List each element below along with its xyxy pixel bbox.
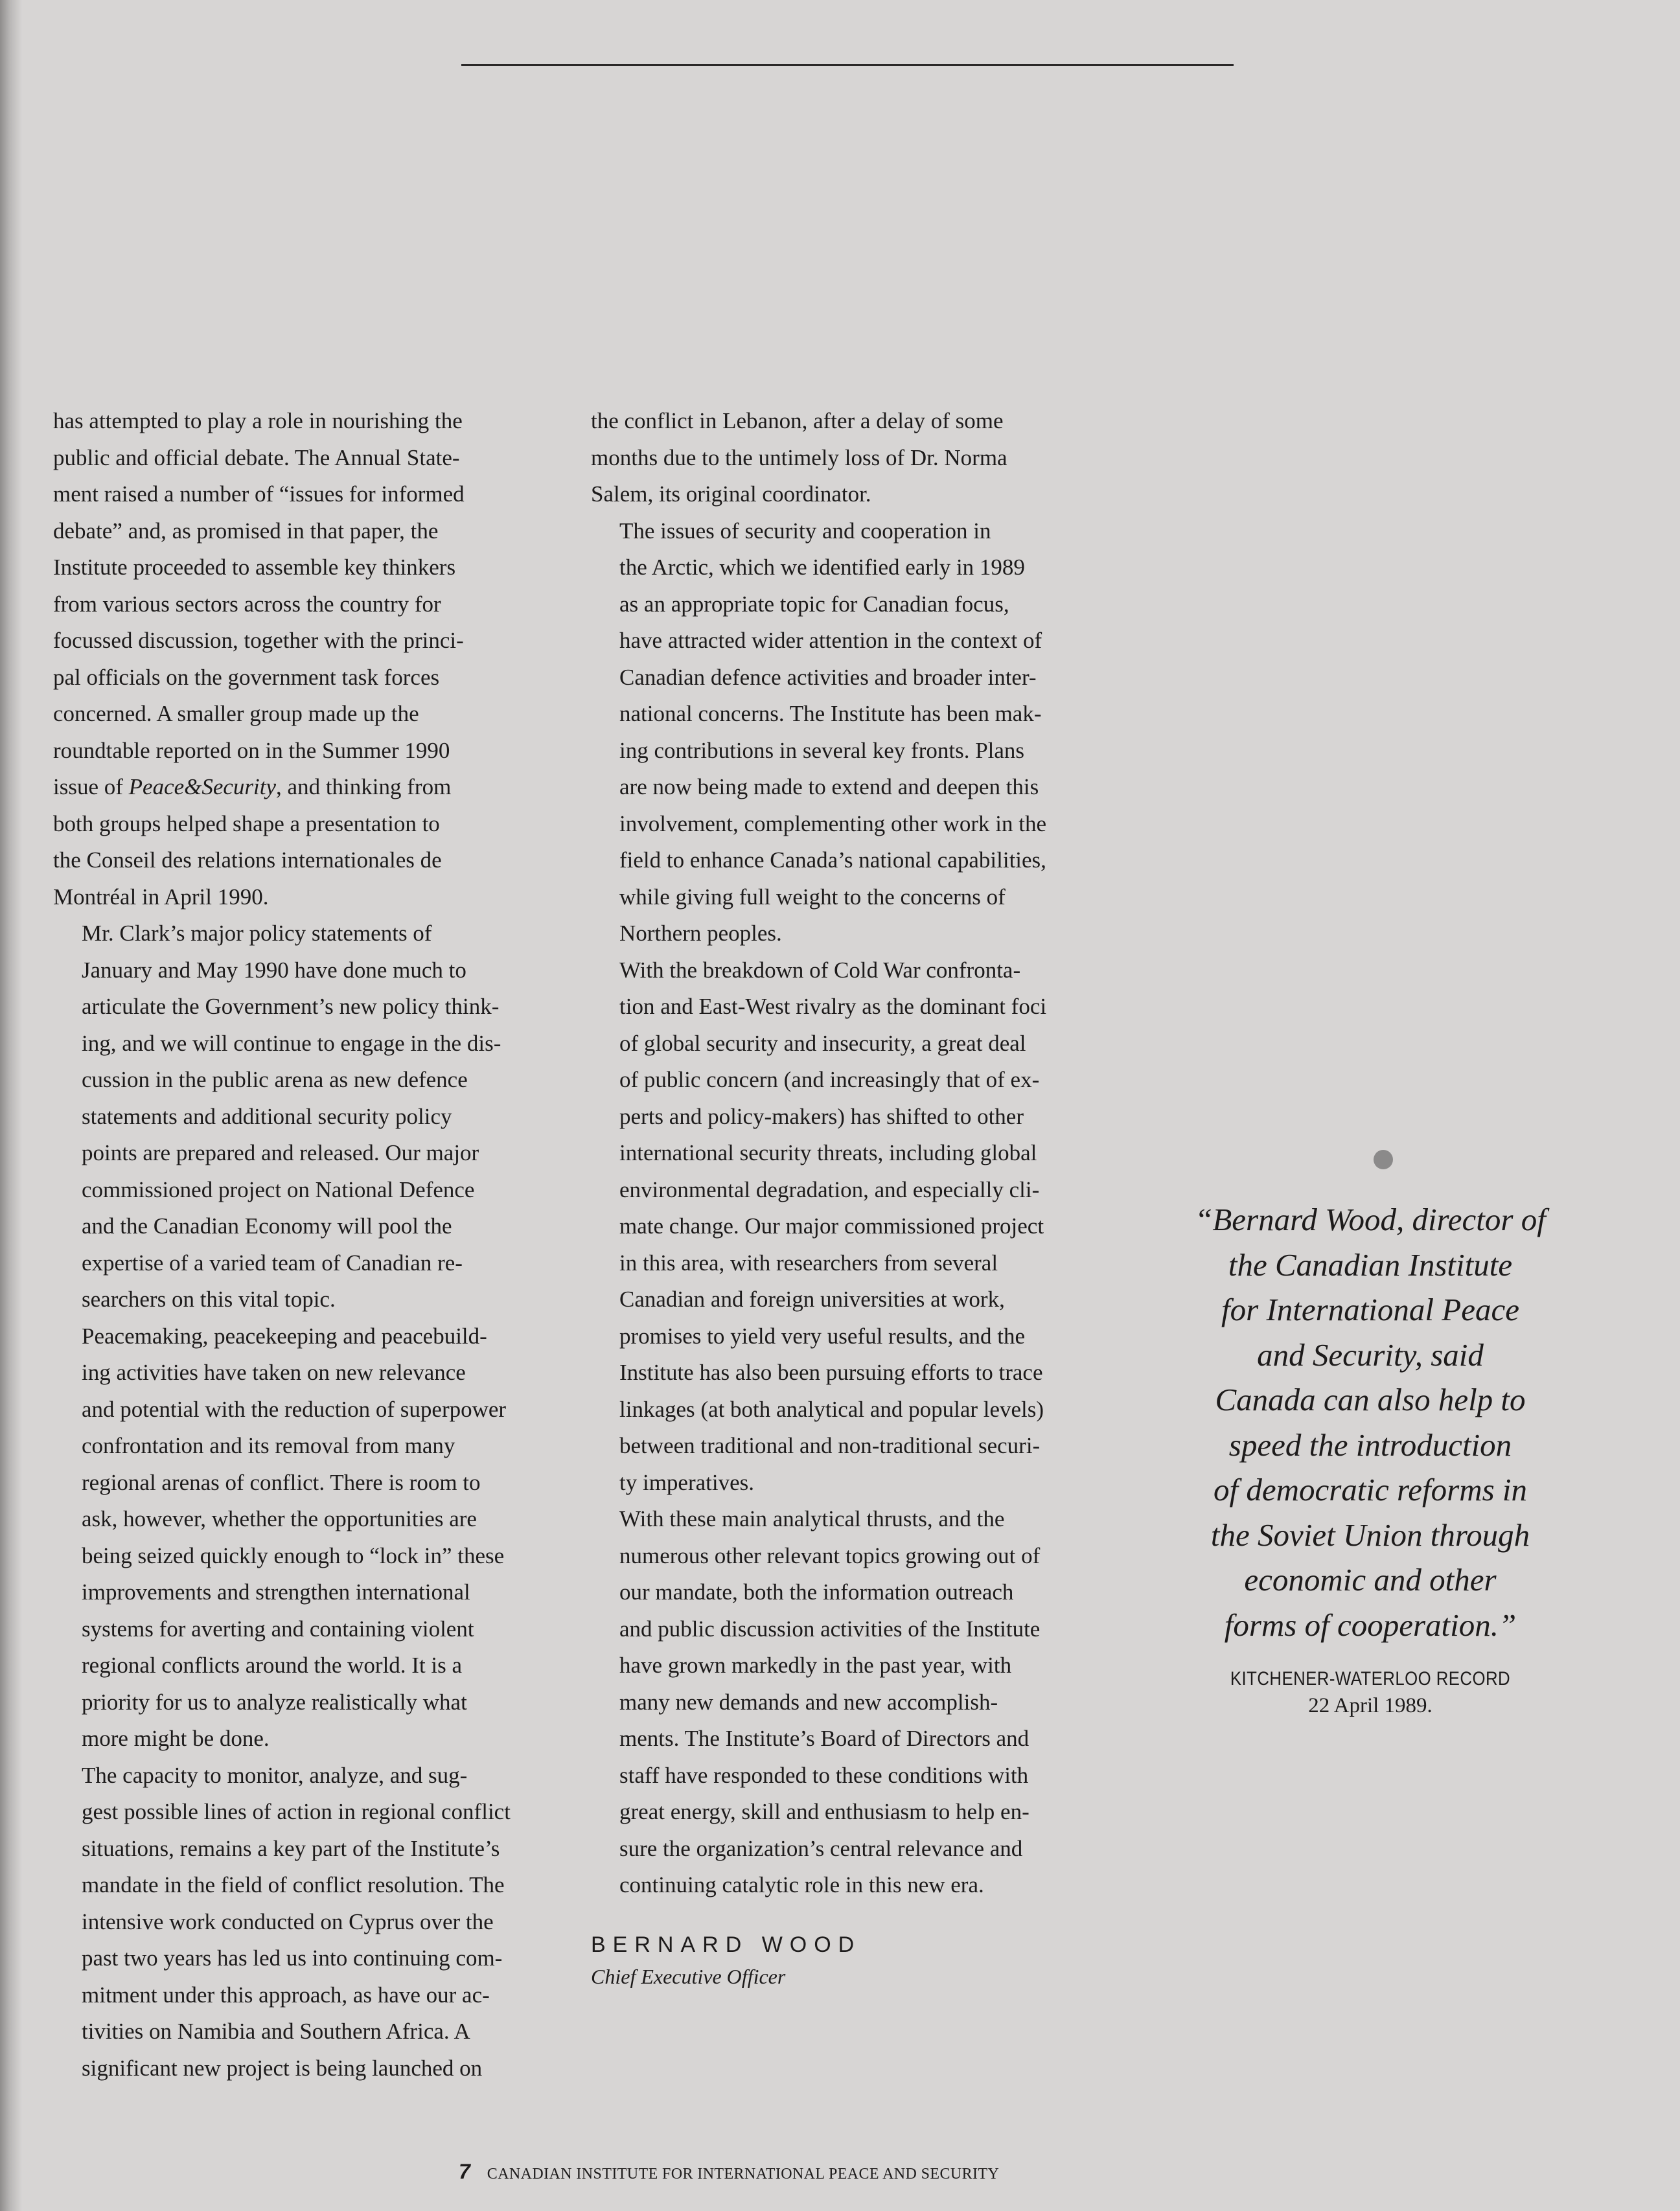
left-column xyxy=(53,403,565,2087)
text-line: improvements and strengthen international xyxy=(82,1579,470,1605)
text-line: of global security and insecurity, a great deal xyxy=(619,1030,1026,1056)
text-line: perts and policy-makers) has shifted to other xyxy=(619,1103,1024,1129)
quote-line: speed the introduction xyxy=(1228,1426,1512,1463)
page-number: 7 xyxy=(459,2160,470,2183)
paragraph xyxy=(53,915,565,1318)
page-footer xyxy=(459,2160,1236,2184)
text-line: Institute has also been pursuing efforts to trace xyxy=(619,1360,1043,1385)
text-line: concerned. A smaller group made up the xyxy=(53,701,419,726)
paragraph xyxy=(591,403,1103,513)
quote-line: the Soviet Union through xyxy=(1210,1517,1530,1553)
text-line: gest possible lines of action in regional conflict xyxy=(82,1799,511,1824)
text-line: are now being made to extend and deepen this xyxy=(619,774,1039,799)
quote-source: KITCHENER-WATERLOO RECORD xyxy=(1230,1668,1511,1690)
text-line: Salem, its original coordinator. xyxy=(591,481,871,507)
text-line: ment raised a number of “issues for informed xyxy=(53,481,465,507)
text-line: situations, remains a key part of the Institute’s xyxy=(82,1835,500,1861)
publication-title: Peace&Security xyxy=(128,774,277,799)
text-line: sure the organization’s central relevance and xyxy=(619,1835,1023,1861)
text-line: roundtable reported on in the Summer 1990 xyxy=(53,737,450,763)
text-line: Canadian defence activities and broader inter- xyxy=(619,664,1037,690)
text-line: field to enhance Canada’s national capabilities, xyxy=(619,847,1046,873)
text-line: environmental degradation, and especially cli- xyxy=(619,1176,1040,1202)
text-line: systems for averting and containing violent xyxy=(82,1616,474,1642)
text-line: many new demands and new accomplish- xyxy=(619,1689,998,1715)
text-line: tivities on Namibia and Southern Africa. A xyxy=(82,2019,470,2044)
text-line: tion and East-West rivalry as the dominant foci xyxy=(619,994,1047,1019)
text-line: pal officials on the government task forces xyxy=(53,664,440,690)
text-line: national concerns. The Institute has been mak- xyxy=(619,701,1042,726)
text-line: staff have responded to these conditions with xyxy=(619,1762,1029,1788)
text-line: promises to yield very useful results, and the xyxy=(619,1323,1025,1349)
text-line: points are prepared and released. Our major xyxy=(82,1140,479,1165)
text-line: ty imperatives. xyxy=(619,1469,755,1495)
paragraph xyxy=(53,403,565,915)
text-line: Peacemaking, peacekeeping and peacebuild- xyxy=(82,1323,487,1349)
quote-line: and Security, said xyxy=(1257,1336,1484,1373)
quote-attribution xyxy=(1153,1666,1587,1719)
quote-line: for International Peace xyxy=(1221,1292,1519,1327)
text-line: statements and additional security policy xyxy=(82,1103,452,1129)
text-line: the Conseil des relations internationales de xyxy=(53,847,442,873)
text-line: ing contributions in several key fronts. Plans xyxy=(619,737,1025,763)
footer-text: CANADIAN INSTITUTE FOR INTERNATIONAL PEACE AND SECURITY xyxy=(487,2166,1000,2182)
text-line: Northern peoples. xyxy=(619,921,782,946)
paragraph xyxy=(591,513,1103,952)
text-line: debate” and, as promised in that paper, the xyxy=(53,518,439,544)
signature-block xyxy=(591,1929,1103,1992)
signature-title: Chief Executive Officer xyxy=(591,1964,786,1988)
text-line: regional arenas of conflict. There is room to xyxy=(82,1469,481,1495)
text-line: Institute proceeded to assemble key thinkers xyxy=(53,555,456,580)
text-line: significant new project is being launched on xyxy=(82,2055,483,2081)
text-line: mate change. Our major commissioned project xyxy=(619,1213,1044,1239)
text-line: issue of Peace&Security, and thinking from xyxy=(53,774,452,799)
signature-name: BERNARD WOOD xyxy=(591,1932,862,1957)
text-line: With these main analytical thrusts, and the xyxy=(619,1506,1005,1531)
text-line: focussed discussion, together with the princi- xyxy=(53,628,464,653)
text-line: and public discussion activities of the Institute xyxy=(619,1616,1041,1642)
text-line: international security threats, including global xyxy=(619,1140,1037,1165)
paragraph xyxy=(591,1501,1103,1904)
text-line: involvement, complementing other work in the xyxy=(619,810,1047,836)
text-line: cussion in the public arena as new defence xyxy=(82,1067,468,1092)
text-line: ing, and we will continue to engage in the dis- xyxy=(82,1030,501,1056)
text-line: mandate in the field of conflict resolution. The xyxy=(82,1872,505,1897)
top-rule xyxy=(461,64,1234,66)
text-line: articulate the Government’s new policy think- xyxy=(82,994,500,1019)
right-column xyxy=(591,403,1103,1992)
text-line: Montréal in April 1990. xyxy=(53,884,269,910)
quote-line: economic and other xyxy=(1244,1562,1497,1598)
text-line: and the Canadian Economy will pool the xyxy=(82,1213,452,1239)
text-line: expertise of a varied team of Canadian re- xyxy=(82,1250,463,1276)
text-line: searchers on this vital topic. xyxy=(82,1287,336,1312)
paragraph xyxy=(53,1318,565,1758)
text-line: from various sectors across the country for xyxy=(53,591,441,617)
text-line: Mr. Clark’s major policy statements of xyxy=(82,921,432,946)
text-line: linkages (at both analytical and popular levels) xyxy=(619,1396,1044,1422)
quote-line: forms of cooperation.” xyxy=(1224,1607,1517,1643)
text-line: of public concern (and increasingly that of ex- xyxy=(619,1067,1040,1092)
text-line: confrontation and its removal from many xyxy=(82,1433,455,1458)
text-line: public and official debate. The Annual State- xyxy=(53,444,460,470)
text-line: have attracted wider attention in the context of xyxy=(619,628,1042,653)
text-line: while giving full weight to the concerns of xyxy=(619,884,1006,910)
page-edge-shadow xyxy=(0,0,22,2211)
text-line: mitment under this approach, as have our ac- xyxy=(82,1982,490,2008)
quote-line: the Canadian Institute xyxy=(1228,1246,1513,1283)
text-line: numerous other relevant topics growing out of xyxy=(619,1542,1041,1568)
text-line: priority for us to analyze realistically what xyxy=(82,1689,467,1715)
text-line: The capacity to monitor, analyze, and sug- xyxy=(82,1762,468,1788)
paragraph xyxy=(53,1758,565,2087)
text-line: Canadian and foreign universities at work, xyxy=(619,1287,1005,1312)
text-line: both groups helped shape a presentation to xyxy=(53,810,440,836)
text-line: months due to the untimely loss of Dr. Norma xyxy=(591,444,1007,470)
text-line: as an appropriate topic for Canadian focus, xyxy=(619,591,1009,617)
paragraph xyxy=(591,952,1103,1502)
text-line: The issues of security and cooperation in xyxy=(619,518,991,544)
pull-quote xyxy=(1153,1197,1587,1647)
text-line: continuing catalytic role in this new era. xyxy=(619,1872,984,1897)
text-line: ments. The Institute’s Board of Directors and xyxy=(619,1726,1030,1751)
quote-bullet xyxy=(1374,1150,1393,1169)
text-line: regional conflicts around the world. It is a xyxy=(82,1653,463,1678)
text-line: more might be done. xyxy=(82,1726,270,1751)
quote-line: “Bernard Wood, director of xyxy=(1195,1202,1546,1237)
text-line: has attempted to play a role in nourishing the xyxy=(53,408,463,433)
text-line: great energy, skill and enthusiasm to help en- xyxy=(619,1799,1030,1824)
quote-date: 22 April 1989. xyxy=(1308,1694,1433,1717)
text-line: commissioned project on National Defence xyxy=(82,1176,475,1202)
text-line: ask, however, whether the opportunities are xyxy=(82,1506,477,1531)
quote-line: of democratic reforms in xyxy=(1213,1472,1528,1507)
text-line: intensive work conducted on Cyprus over the xyxy=(82,1908,494,1934)
text-line: being seized quickly enough to “lock in” these xyxy=(82,1542,505,1568)
text-line: in this area, with researchers from several xyxy=(619,1250,998,1276)
text-line: past two years has led us into continuing com- xyxy=(82,1945,503,1971)
text-line: the conflict in Lebanon, after a delay of some xyxy=(591,408,1004,433)
text-line: With the breakdown of Cold War confronta- xyxy=(619,957,1021,983)
text-line: have grown markedly in the past year, with xyxy=(619,1653,1012,1678)
text-line: the Arctic, which we identified early in 1989 xyxy=(619,555,1025,580)
text-line: between traditional and non-traditional securi- xyxy=(619,1433,1041,1458)
quote-line: Canada can also help to xyxy=(1215,1382,1526,1417)
text-line: January and May 1990 have done much to xyxy=(82,957,466,983)
text-line: ing activities have taken on new relevance xyxy=(82,1360,466,1385)
text-line: and potential with the reduction of superpower xyxy=(82,1396,507,1422)
text-line: our mandate, both the information outreach xyxy=(619,1579,1014,1605)
